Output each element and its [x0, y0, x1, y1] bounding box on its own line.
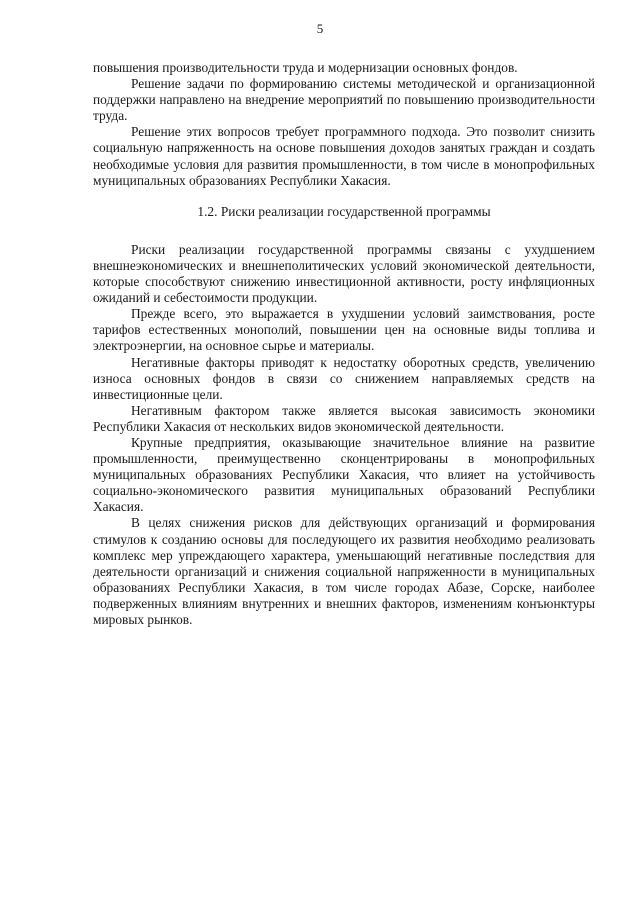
paragraph-continuation: повышения производительности труда и модернизации основных фондов. [93, 60, 518, 75]
page-number: 5 [316, 21, 324, 36]
paragraph-borrowing-conditions: Прежде всего, это выражается в ухудшении условий заимствования, росте тарифов естественных монополий, повышении цен на основные виды топлива и электроэнергии, на основное сырье и материалы. [93, 306, 595, 354]
section-heading: 1.2. Риски реализации государственной программы [197, 203, 491, 219]
paragraph-negative-factors: Негативные факторы приводят к недостатку оборотных средств, увеличению износа основных фондов в связи со снижением направляемых средств на инвестиционные цели. [93, 354, 595, 402]
paragraph-risk-mitigation: В целях снижения рисков для действующих организаций и формирования стимулов к созданию основы для последующего их развития необходимо реализовать комплекс мер упреждающего характера, уменьшающий негативные последствия для деятельности организаций и снижения социальной напряженности в муниципальных образованиях Республики Хакасия, в том числе городах Абазе, Сорске, наиболее подверженных влияниям внутренних и внешних факторов, изменениям конъюнктуры мировых рынков. [93, 515, 595, 627]
paragraph-large-enterprises: Крупные предприятия, оказывающие значительное влияние на развитие промышленности, преимущественно сконцентрированы в монопрофильных муниципальных образованиях Республики Хакасия, что влияет на устойчивость социально-экономического развития муниципальных образований Республики Хакасия. [93, 434, 595, 515]
paragraph-methodical-support: Решение задачи по формированию системы методической и организационной поддержки направлено на внедрение мероприятий по повышению производительности труда. [93, 76, 595, 124]
paragraph-economic-dependence: Негативным фактором также является высокая зависимость экономики Республики Хакасия от нескольких видов экономической деятельности. [93, 402, 595, 434]
paragraph-program-approach: Решение этих вопросов требует программного подхода. Это позволит снизить социальную напряженность на основе повышения доходов занятых граждан и создать необходимые условия для развития промышленности, в том числе в монопрофильных муниципальных образованиях Республики Хакасия. [93, 124, 595, 188]
paragraph-risks-intro: Риски реализации государственной программы связаны с ухудшением внешнеэкономических и внешнеполитических условий экономической деятельности, которые способствуют снижению инвестиционной активности, росту инфляционных ожиданий и себестоимости продукции. [93, 241, 595, 306]
document-body [93, 60, 595, 628]
